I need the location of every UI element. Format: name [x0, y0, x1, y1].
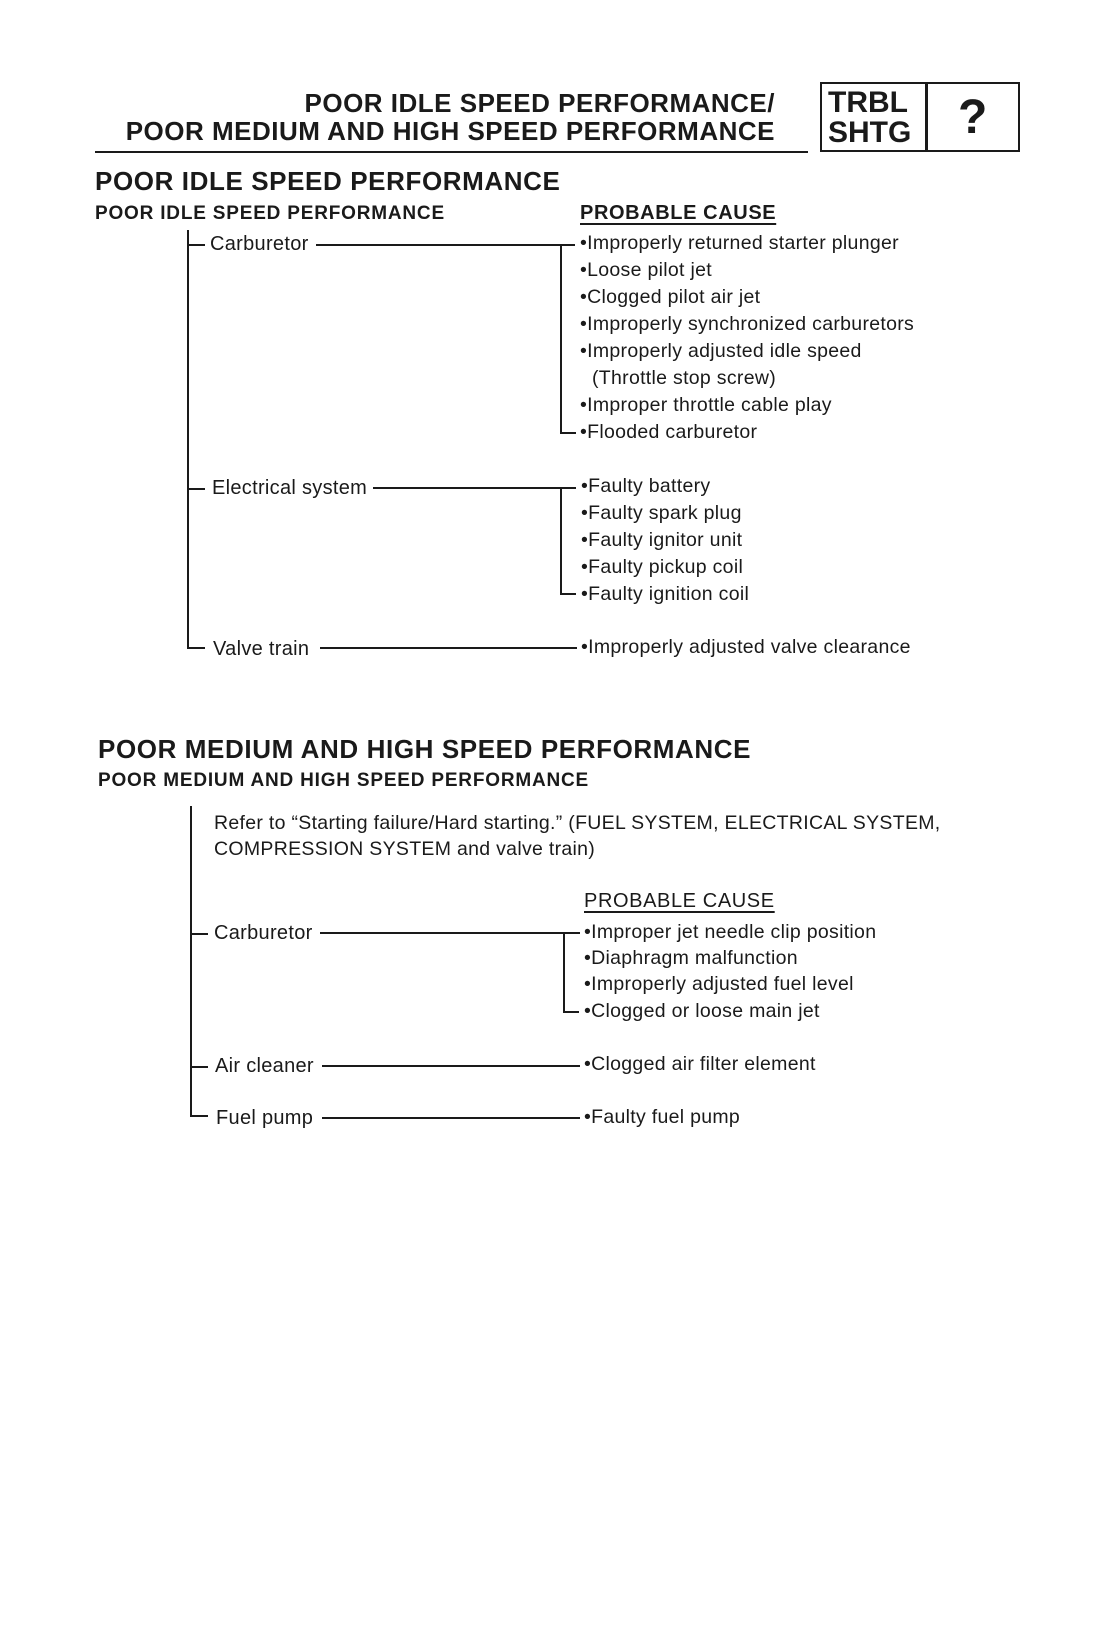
medium-label-fuel-pump: Fuel pump — [216, 1107, 314, 1129]
idle-carb-stub — [187, 244, 205, 246]
page-title-line2: POOR MEDIUM AND HIGH SPEED PERFORMANCE — [125, 116, 775, 146]
idle-probable-cause-header: PROBABLE CAUSE — [580, 202, 777, 224]
medium-cause: •Clogged or loose main jet — [584, 1000, 820, 1022]
badge-line2: SHTG — [828, 116, 912, 149]
idle-cause: •Clogged pilot air jet — [580, 286, 761, 308]
medium-carb-stub — [190, 933, 208, 935]
idle-cause: •Loose pilot jet — [580, 259, 712, 281]
idle-cause: •Improperly adjusted valve clearance — [581, 636, 911, 658]
idle-label-valve-train: Valve train — [213, 638, 310, 660]
idle-carb-connector — [316, 244, 575, 246]
medium-label-carburetor: Carburetor — [214, 922, 313, 944]
medium-cause: •Clogged air filter element — [584, 1053, 816, 1075]
idle-cause: •Improper throttle cable play — [580, 394, 832, 416]
medium-refer-line2: COMPRESSION SYSTEM and valve train) — [214, 838, 596, 860]
question-mark-icon: ? — [958, 91, 988, 144]
medium-subheading: POOR MEDIUM AND HIGH SPEED PERFORMANCE — [98, 770, 590, 791]
idle-elec-stub — [187, 488, 205, 490]
trbl-shtg-badge — [820, 82, 1020, 152]
idle-cause: •Faulty pickup coil — [581, 556, 744, 578]
idle-subheading: POOR IDLE SPEED PERFORMANCE — [95, 203, 445, 224]
idle-elec-bracket — [560, 487, 562, 594]
idle-carb-bracket-end — [560, 432, 576, 434]
idle-heading: POOR IDLE SPEED PERFORMANCE — [95, 166, 561, 196]
idle-tree-trunk — [187, 230, 189, 648]
idle-cause: •Improperly synchronized carburetors — [580, 313, 915, 335]
medium-cause: •Faulty fuel pump — [584, 1106, 741, 1128]
idle-cause: •Improperly returned starter plunger — [580, 232, 899, 254]
medium-fuel-connector — [322, 1117, 580, 1119]
idle-cause: •Faulty battery — [581, 475, 711, 497]
idle-cause-note: (Throttle stop screw) — [592, 367, 777, 389]
page-title-line1: POOR IDLE SPEED PERFORMANCE/ — [304, 88, 775, 118]
idle-cause: •Flooded carburetor — [580, 421, 758, 443]
medium-cause: •Diaphragm malfunction — [584, 947, 798, 969]
medium-refer-line1: Refer to “Starting failure/Hard starting.” (FUEL SYSTEM, ELECTRICAL SYSTEM, — [214, 812, 941, 834]
idle-cause: •Faulty ignition coil — [581, 583, 750, 605]
medium-air-connector — [322, 1065, 580, 1067]
idle-valve-connector — [320, 647, 577, 649]
badge-divider — [925, 84, 928, 150]
medium-carb-connector — [320, 932, 580, 934]
idle-label-electrical: Electrical system — [212, 477, 368, 499]
idle-label-carburetor: Carburetor — [210, 233, 309, 255]
idle-valve-stub — [187, 647, 205, 649]
medium-air-stub — [190, 1066, 208, 1068]
medium-probable-cause-header: PROBABLE CAUSE — [584, 890, 775, 912]
medium-heading: POOR MEDIUM AND HIGH SPEED PERFORMANCE — [98, 734, 752, 764]
idle-cause: •Faulty ignitor unit — [581, 529, 743, 551]
medium-cause: •Improper jet needle clip position — [584, 921, 877, 943]
idle-elec-bracket-end — [560, 593, 576, 595]
medium-carb-bracket-end — [563, 1011, 579, 1013]
idle-elec-connector — [373, 487, 576, 489]
medium-label-air-cleaner: Air cleaner — [215, 1055, 314, 1077]
medium-tree-trunk — [190, 806, 192, 1116]
idle-carb-bracket — [560, 244, 562, 433]
idle-cause: •Faulty spark plug — [581, 502, 742, 524]
badge-line1: TRBL — [828, 86, 908, 119]
medium-carb-bracket — [563, 932, 565, 1012]
medium-cause: •Improperly adjusted fuel level — [584, 973, 854, 995]
medium-fuel-stub — [190, 1115, 208, 1117]
header-rule — [95, 151, 808, 153]
idle-cause: •Improperly adjusted idle speed — [580, 340, 862, 362]
